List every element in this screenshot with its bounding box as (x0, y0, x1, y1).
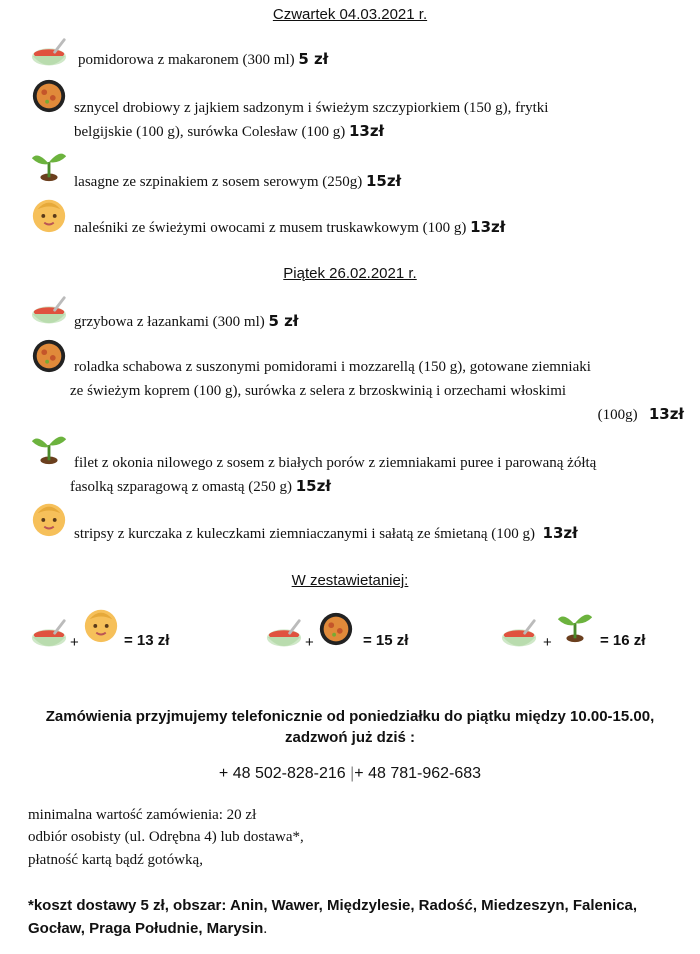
price: 13zł (470, 218, 506, 236)
plus-sign: + (543, 634, 552, 651)
soup-bowl-icon (30, 36, 68, 79)
phone-separator: | (350, 765, 355, 782)
soup-bowl-icon (265, 617, 303, 660)
baby-face-icon (30, 500, 68, 543)
thursday-item-1: pomidorowa z makaronem (300 ml) 5 zł (78, 50, 329, 68)
phone-1[interactable]: + 48 502-828-216 (218, 765, 346, 782)
phone-2[interactable]: + 48 781-962-683 (354, 765, 482, 782)
price: 13zł (348, 122, 385, 140)
price: 5 zł (298, 50, 329, 68)
seedling-icon (556, 606, 594, 649)
combo-heading: W zestawietaniej: (291, 572, 409, 589)
paella-pan-icon (317, 610, 355, 653)
min-order: minimalna wartość zamówienia: 20 zł (28, 807, 257, 823)
friday-item-1: grzybowa z łazankami (300 ml) 5 zł (74, 312, 299, 330)
price: 13zł (648, 405, 684, 423)
friday-heading: Piątek 26.02.2021 r. (283, 265, 417, 282)
paella-pan-icon (30, 77, 68, 120)
pickup-info: odbiór osobisty (ul. Odrębna 4) lub dostawa*, (28, 829, 304, 845)
orders-line-1: Zamówienia przyjmujemy telefonicznie od poniedziałku do piątku między 10.00-15.00, (45, 708, 655, 725)
baby-face-icon (82, 606, 120, 649)
phone-numbers (0, 765, 700, 783)
soup-bowl-icon (30, 617, 68, 660)
thursday-heading: Czwartek 04.03.2021 r. (272, 6, 428, 23)
friday-item-2: roladka schabowa z suszonymi pomidorami i mozzarellą (150 g), gotowane ziemniaki (74, 359, 591, 375)
thursday-item-3: lasagne ze szpinakiem z sosem serowym (250g) 15zł (74, 172, 402, 190)
friday-item-2-cont: ze świeżym koprem (100 g), surówka z selera z brzoskwinią i orzechami włoskimi (70, 383, 567, 399)
plus-sign: + (305, 634, 314, 651)
thursday-item-2: sznycel drobiowy z jajkiem sadzonym i świeżym szczypiorkiem (150 g), frytki (74, 100, 549, 116)
price: 13zł (542, 524, 578, 542)
baby-face-icon (30, 196, 68, 239)
delivery-line-2: Gocław, Praga Południe, Marysin. (28, 920, 268, 937)
plus-sign: + (70, 634, 79, 651)
delivery-line-1: *koszt dostawy 5 zł, obszar: Anin, Wawer, Międzylesie, Radość, Miedzeszyn, Falenica, (28, 897, 638, 914)
friday-item-3: filet z okonia nilowego z sosem z białych porów z ziemniakami puree i parowaną żółtą (74, 455, 597, 471)
soup-bowl-icon (30, 294, 68, 337)
friday-item-3-cont: fasolką szparagową z omastą (250 g) 15zł (70, 477, 331, 495)
price: 15zł (295, 477, 331, 495)
seedling-icon (30, 145, 68, 188)
price: 5 zł (268, 312, 299, 330)
orders-line-2: zadzwoń już dziś : (285, 729, 415, 746)
thursday-item-4: naleśniki ze świeżymi owocami z musem truskawkowym (100 g) 13zł (74, 218, 506, 236)
thursday-item-2-cont: belgijskie (100 g), surówka Colesław (100 g) 13zł (74, 122, 385, 140)
combo-price: = 15 zł (363, 632, 409, 649)
paella-pan-icon (30, 337, 68, 380)
payment-info: płatność kartą bądź gotówką, (28, 852, 203, 868)
seedling-icon (30, 428, 68, 471)
soup-bowl-icon (500, 617, 538, 660)
price: 15zł (366, 172, 402, 190)
friday-item-4: stripsy z kurczaka z kuleczkami ziemniaczanymi i sałatą ze śmietaną (100 g) 13zł (74, 524, 578, 542)
combo-price: = 13 zł (124, 632, 170, 649)
friday-item-2-price-line: (100g) 13zł (597, 405, 684, 423)
combo-price: = 16 zł (600, 632, 646, 649)
